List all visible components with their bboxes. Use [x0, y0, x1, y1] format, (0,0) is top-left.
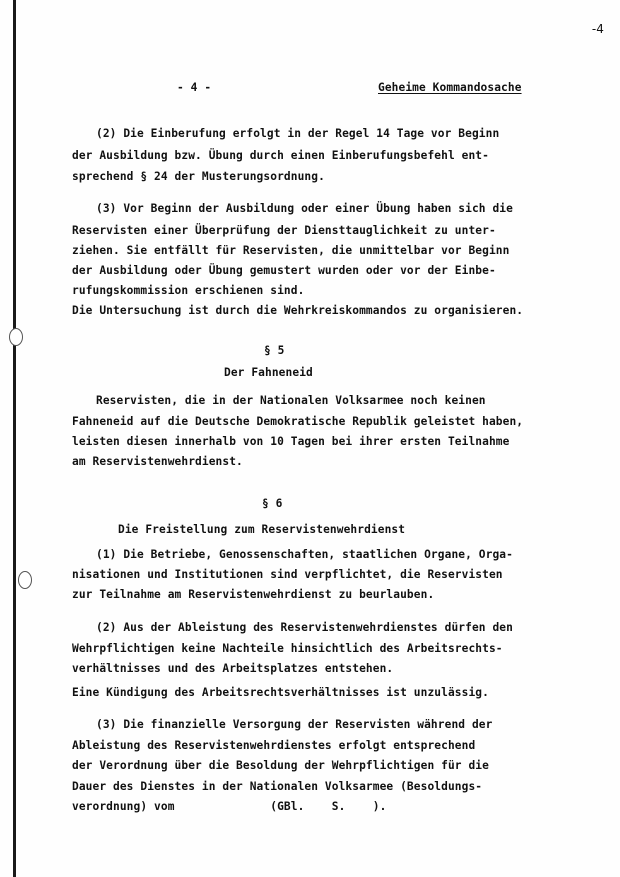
text-line: (2) Aus der Ableistung des Reservistenwehrdienstes dürfen den	[96, 621, 513, 634]
text-line: Eine Kündigung des Arbeitsrechtsverhältnisses ist unzulässig.	[72, 686, 489, 699]
text-line: Ableistung des Reservistenwehrdienstes erfolgt entsprechend	[72, 739, 476, 752]
text-line: verhältnisses und des Arbeitsplatzes entstehen.	[72, 662, 394, 675]
text-line: verordnung) vom (GBl. S. ).	[72, 800, 387, 813]
punch-hole	[9, 328, 23, 346]
text-line: am Reservistenwehrdienst.	[72, 455, 243, 468]
classification-marking: Geheime Kommandosache	[378, 81, 522, 94]
text-line: (1) Die Betriebe, Genossenschaften, staatlichen Organe, Orga-	[96, 548, 513, 561]
text-line: der Ausbildung bzw. Übung durch einen Einberufungsbefehl ent-	[72, 149, 489, 162]
corner-page-number: -4	[591, 22, 604, 36]
text-line: (3) Vor Beginn der Ausbildung oder einer Übung haben sich die	[96, 202, 513, 215]
text-line: leisten diesen innerhalb von 10 Tagen bei ihrer ersten Teilnahme	[72, 435, 510, 448]
text-line: Die Untersuchung ist durch die Wehrkreiskommandos zu organisieren.	[72, 304, 524, 317]
page-number: - 4 -	[177, 81, 212, 94]
text-line: Reservisten einer Überprüfung der Diensttauglichkeit zu unter-	[72, 224, 496, 237]
section-number: § 5	[264, 344, 285, 357]
section-title: Der Fahneneid	[224, 366, 313, 379]
text-line: (2) Die Einberufung erfolgt in der Regel 14 Tage vor Beginn	[96, 127, 500, 140]
text-line: nisationen und Institutionen sind verpflichtet, die Reservisten	[72, 568, 503, 581]
text-line: ziehen. Sie entfällt für Reservisten, die unmittelbar vor Beginn	[72, 244, 510, 257]
text-line: zur Teilnahme am Reservistenwehrdienst zu beurlauben.	[72, 588, 435, 601]
text-line: Fahneneid auf die Deutsche Demokratische Republik geleistet haben,	[72, 415, 524, 428]
text-line: Wehrpflichtigen keine Nachteile hinsichtlich des Arbeitsrechts-	[72, 642, 503, 655]
section-title: Die Freistellung zum Reservistenwehrdienst	[118, 523, 406, 536]
text-line: der Verordnung über die Besoldung der Wehrpflichtigen für die	[72, 759, 489, 772]
section-number: § 6	[262, 497, 283, 510]
text-line: rufungskommission erschienen sind.	[72, 284, 305, 297]
punch-hole	[18, 571, 32, 589]
text-line: der Ausbildung oder Übung gemustert wurden oder vor der Einbe-	[72, 264, 496, 277]
text-line: sprechend § 24 der Musterungsordnung.	[72, 170, 325, 183]
text-line: (3) Die finanzielle Versorgung der Reservisten während der	[96, 718, 493, 731]
text-line: Reservisten, die in der Nationalen Volksarmee noch keinen	[96, 394, 486, 407]
page-edge-bar	[13, 0, 16, 877]
text-line: Dauer des Dienstes in der Nationalen Volksarmee (Besoldungs-	[72, 780, 483, 793]
